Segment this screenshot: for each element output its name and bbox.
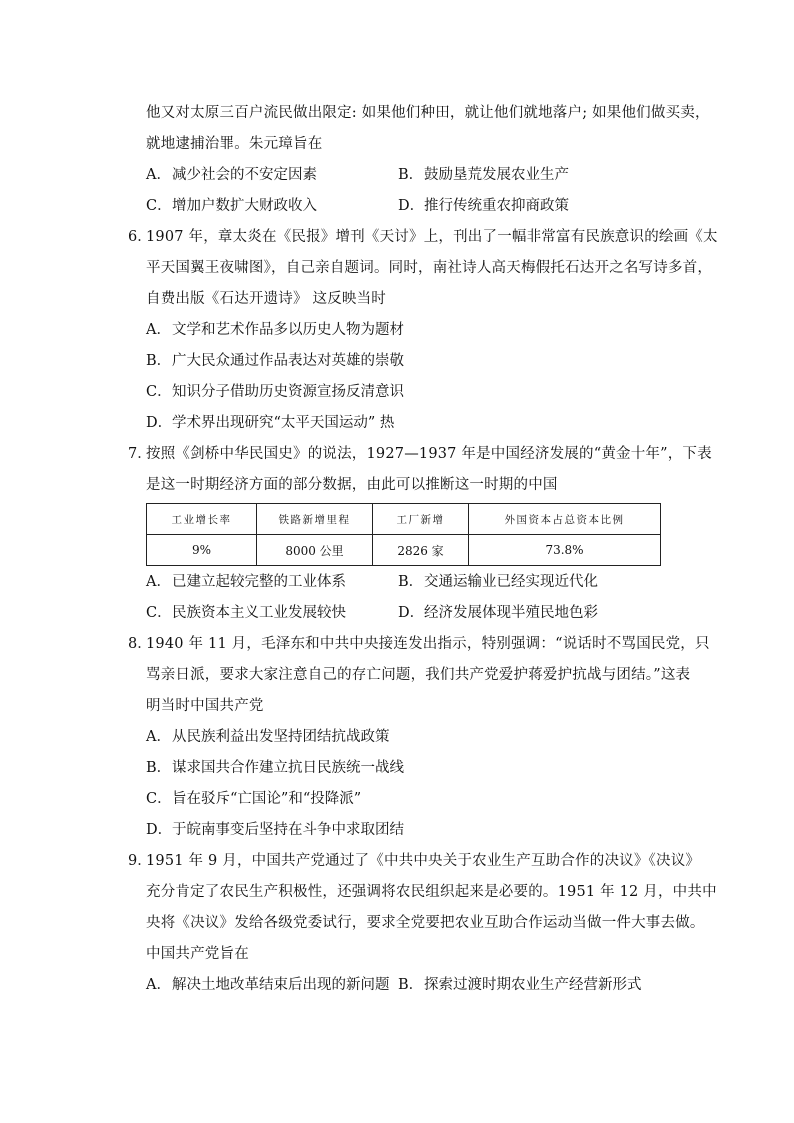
option-letter: C．: [146, 791, 172, 807]
option-text: 探索过渡时期农业生产经营新形式: [424, 977, 642, 993]
option-text: 经济发展体现半殖民地色彩: [424, 605, 598, 621]
table-cell: 2826 家: [373, 535, 469, 566]
option-letter: A．: [146, 729, 171, 745]
q8-option-b: [146, 758, 404, 778]
option-text: 学术界出现研究“太平天国运动” 热: [172, 415, 395, 431]
q9-stem-line-2: 充分肯定了农民生产积极性，还强调将农民组织起来是必要的。1951 年 12 月，中共中: [146, 884, 717, 900]
option-letter: C．: [146, 198, 172, 214]
q5-option-d: [398, 196, 569, 216]
q6-number: 6．: [128, 229, 152, 245]
option-text: 广大民众通过作品表达对英雄的崇敬: [172, 353, 404, 369]
q8-stem-line-3: 明当时中国共产党: [146, 698, 264, 714]
option-text: 减少社会的不安定因素: [172, 167, 317, 183]
q8-stem-line-1: 1940 年 11 月，毛泽东和中共中央接连发出指示，特别强调：“说话时不骂国民党，只: [146, 636, 710, 652]
option-text: 已建立起较完整的工业体系: [172, 574, 346, 590]
q6-option-d: [146, 413, 394, 433]
q9-option-b: [398, 975, 642, 995]
table-header-cell: 外国资本占总资本比例: [469, 504, 661, 535]
q5-option-a: [146, 165, 317, 185]
q7-stem-line-1: 按照《剑桥中华民国史》的说法，1927—1937 年是中国经济发展的“黄金十年”，下表: [146, 446, 712, 462]
option-letter: B．: [398, 167, 424, 183]
economic-data-table: [146, 503, 661, 566]
option-letter: A．: [146, 574, 171, 590]
option-text: 民族资本主义工业发展较快: [172, 605, 346, 621]
q5-option-c: [146, 196, 317, 216]
q8-option-c: [146, 789, 361, 809]
option-text: 旨在驳斥“亡国论”和“投降派”: [172, 791, 362, 807]
option-letter: B．: [398, 574, 424, 590]
table-header-cell: 铁路新增里程: [257, 504, 373, 535]
option-letter: D．: [146, 415, 173, 431]
q7-number: 7．: [128, 446, 152, 462]
table-header-cell: 工厂新增: [373, 504, 469, 535]
q9-option-a: [146, 975, 390, 995]
option-text: 鼓励垦荒发展农业生产: [424, 167, 569, 183]
option-text: 从民族利益出发坚持团结抗战政策: [172, 729, 390, 745]
q6-stem-line-1: 1907 年，章太炎在《民报》增刊《天讨》上，刊出了一幅非常富有民族意识的绘画《太: [146, 229, 718, 245]
option-text: 知识分子借助历史资源宣扬反清意识: [172, 384, 404, 400]
q8-option-d: [146, 820, 404, 840]
q7-option-c: [146, 603, 346, 623]
q6-stem-line-2: 平天国翼王夜啸图》，自己亲自题词。同时，南社诗人高天梅假托石达开之名写诗多首，: [146, 260, 713, 276]
q5-option-b: [398, 165, 569, 185]
table-row: [147, 535, 661, 566]
table-cell: 9%: [147, 535, 257, 566]
q7-option-b: [398, 572, 598, 592]
q8-stem-line-2: 骂亲日派，要求大家注意自己的存亡问题，我们共产党爱护蒋爱护抗战与团结。”这表: [146, 667, 691, 683]
option-letter: C．: [146, 605, 172, 621]
option-letter: A．: [146, 977, 171, 993]
q7-stem-line-2: 是这一时期经济方面的部分数据，由此可以推断这一时期的中国: [146, 477, 558, 493]
option-letter: D．: [398, 605, 425, 621]
q6-option-a: [146, 320, 404, 340]
q6-option-c: [146, 382, 404, 402]
q5-stem-line-1: 他又对太原三百户流民做出限定: 如果他们种田，就让他们就地落户; 如果他们做买卖，: [146, 105, 710, 121]
q9-number: 9．: [128, 853, 152, 869]
q9-stem-line-3: 央将《决议》发给各级党委试行，要求全党要把农业互助合作运动当做一件大事去做。: [146, 915, 705, 931]
table-header-cell: 工业增长率: [147, 504, 257, 535]
option-letter: A．: [146, 322, 171, 338]
q7-option-a: [146, 572, 346, 592]
option-text: 解决土地改革结束后出现的新问题: [172, 977, 390, 993]
option-letter: D．: [398, 198, 425, 214]
table-cell: 73.8%: [469, 535, 661, 566]
option-text: 于皖南事变后坚持在斗争中求取团结: [172, 822, 404, 838]
option-letter: C．: [146, 384, 172, 400]
option-letter: A．: [146, 167, 171, 183]
q6-option-b: [146, 351, 404, 371]
option-text: 推行传统重农抑商政策: [424, 198, 569, 214]
option-letter: B．: [146, 353, 172, 369]
q8-number: 8．: [128, 636, 152, 652]
option-text: 增加户数扩大财政收入: [172, 198, 317, 214]
option-letter: B．: [146, 760, 172, 776]
q9-stem-line-4: 中国共产党旨在: [146, 946, 249, 962]
option-letter: B．: [398, 977, 424, 993]
option-text: 谋求国共合作建立抗日民族统一战线: [172, 760, 404, 776]
q7-option-d: [398, 603, 598, 623]
q9-stem-line-1: 1951 年 9 月，中国共产党通过了《中共中央关于农业生产互助合作的决议》《决议》: [146, 853, 701, 869]
table-cell: 8000 公里: [257, 535, 373, 566]
q5-stem-line-2: 就地逮捕治罪。朱元璋旨在: [146, 136, 323, 152]
table-header-row: [147, 504, 661, 535]
q8-option-a: [146, 727, 390, 747]
q6-stem-line-3: 自费出版《石达开遗诗》 这反映当时: [146, 291, 387, 307]
option-letter: D．: [146, 822, 173, 838]
option-text: 交通运输业已经实现近代化: [424, 574, 598, 590]
option-text: 文学和艺术作品多以历史人物为题材: [172, 322, 404, 338]
